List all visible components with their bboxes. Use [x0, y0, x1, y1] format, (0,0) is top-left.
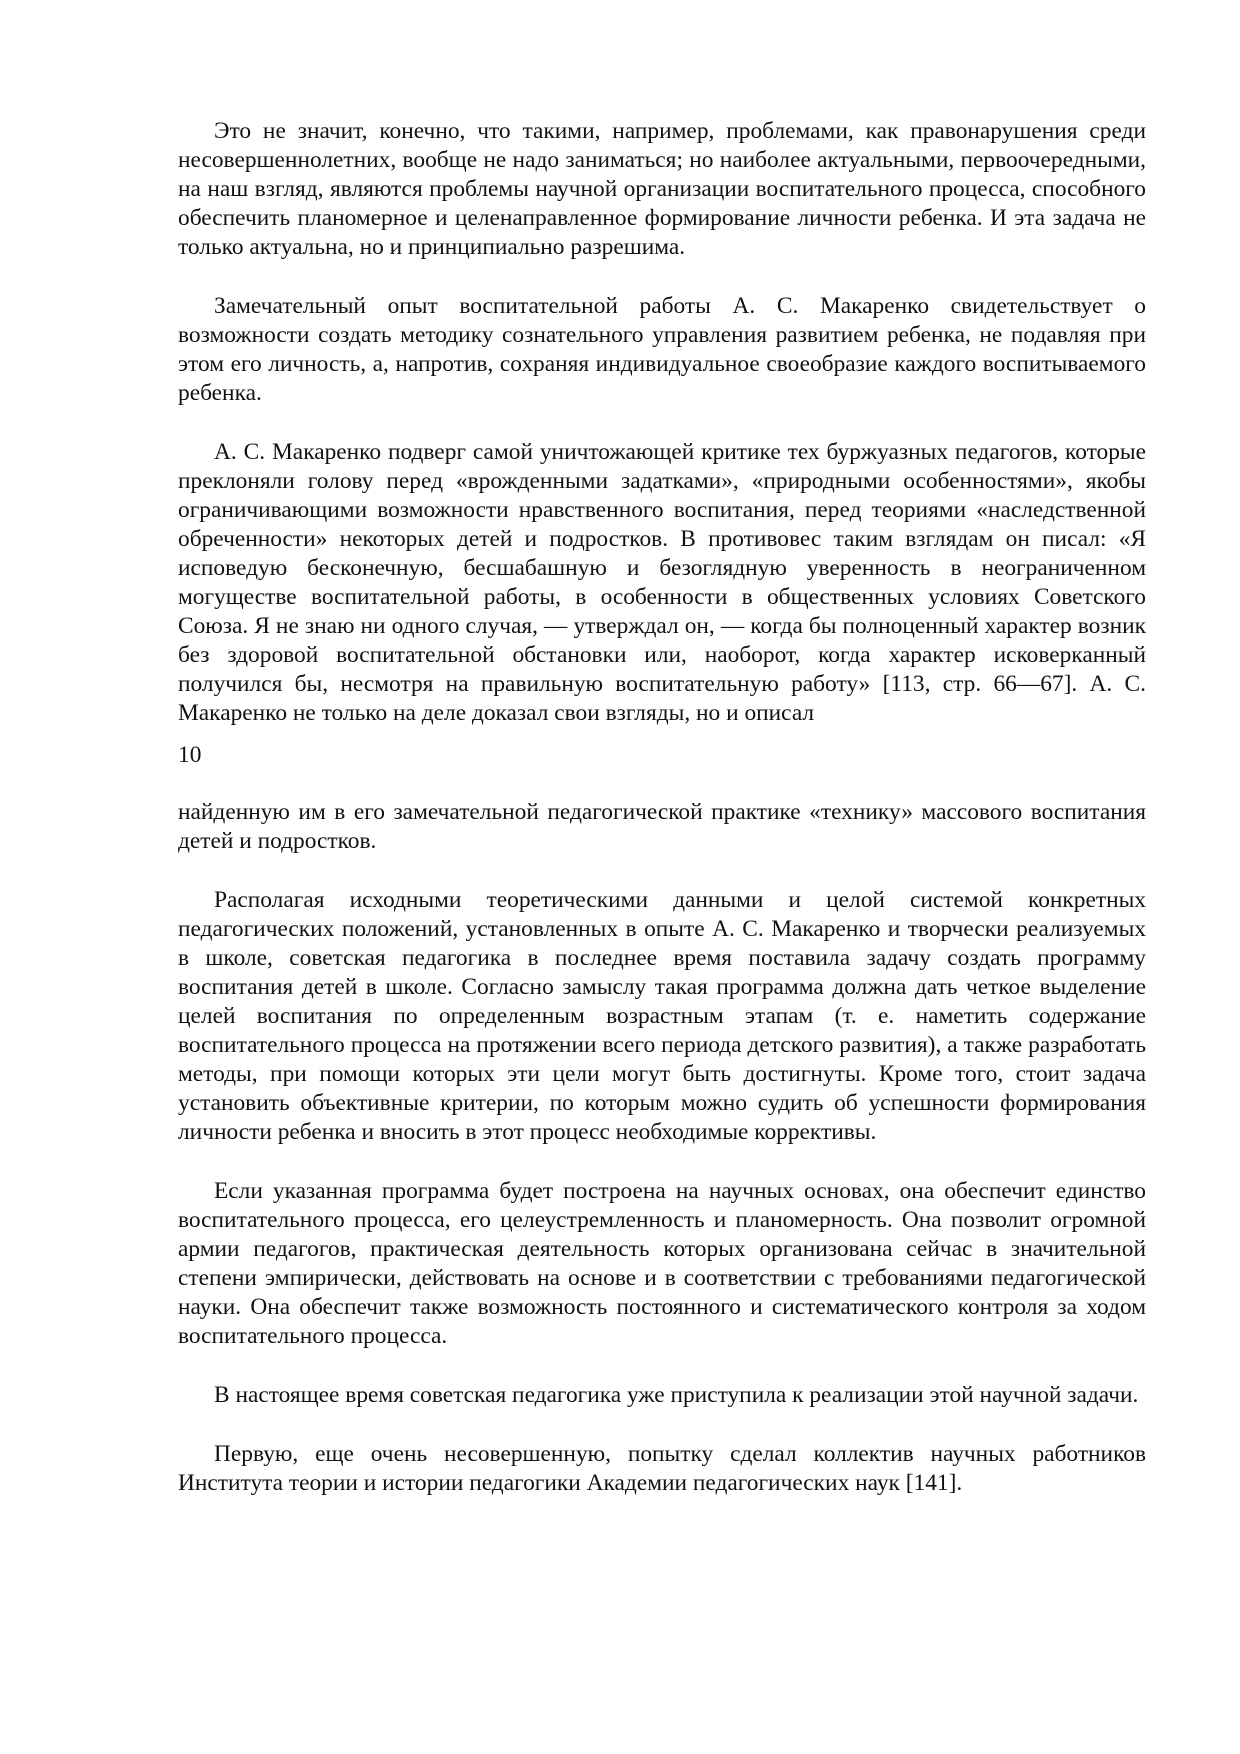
page-number: 10 [178, 742, 202, 768]
paragraph-1: Это не значит, конечно, что такими, например, проблемами, как правонарушения среди несовершеннолетних, вообще не надо заниматься; но наиболее актуальными, первоочередными, на наш взгляд, являются проблемы научной организации воспитательного процесса, способного обеспечить планомерное и целенаправленное формирование личности ребенка. И эта задача не только актуальна, но и принципиально разрешима. [178, 118, 1146, 260]
paragraph-5: Если указанная программа будет построена на научных основах, она обеспечит единство воспитательного процесса, его целеустремленность и планомерность. Она позволит огромной армии педагогов, практическая деятельность которых организована сейчас в значительной степени эмпирически, действовать на основе и в соответствии с требованиями педагогической науки. Она обеспечит также возможность постоянного и систематического контроля за ходом воспитательного процесса. [178, 1178, 1146, 1349]
paragraph-3: А. С. Макаренко подверг самой уничтожающей критике тех буржуазных педагогов, которые преклоняли голову перед «врожденными задатками», «природными особенностями», якобы ограничивающими возможности нравственного воспитания, перед теориями «наследственной обреченности» некоторых детей и подростков. В противовес таким взглядам он писал: «Я исповедую бесконечную, бесшабашную и безоглядную уверенность в неограниченном могуществе воспитательной работы, в особенности в общественных условиях Советского Союза. Я не знаю ни одного случая, — утверждал он, — когда бы полноценный характер возник без здоровой воспитательной обстановки или, наоборот, когда характер исковерканный получился бы, несмотря на правильную воспитательную работу» [113, стр. 66—67]. А. С. Макаренко не только на деле доказал свои взгляды, но и описал [178, 439, 1146, 726]
text-column [178, 117, 1146, 1498]
paragraph-4: Располагая исходными теоретическими данными и целой системой конкретных педагогических положений, установленных в опыте А. С. Макаренко и творчески реализуемых в школе, советская педагогика в последнее время поставила задачу создать программу воспитания детей в школе. Согласно замыслу такая программа должна дать четкое выделение целей воспитания по определенным возрастным этапам (т. е. наметить содержание воспитательного процесса на протяжении всего периода детского развития), а также разработать методы, при помощи которых эти цели могут быть достигнуты. Кроме того, стоит задача установить объективные критерии, по которым можно судить об успешности формирования личности ребенка и вносить в этот процесс необходимые коррективы. [178, 887, 1146, 1145]
paragraph-6: В настоящее время советская педагогика уже приступила к реализации этой научной задачи. [214, 1382, 1139, 1408]
paragraph-7: Первую, еще очень несовершенную, попытку сделал коллектив научных работников Института теории и истории педагогики Академии педагогических наук [141]. [178, 1441, 1146, 1496]
continuation-paragraph: найденную им в его замечательной педагогической практике «технику» массового воспитания детей и подростков. [178, 799, 1146, 854]
paragraph-2: Замечательный опыт воспитательной работы А. С. Макаренко свидетельствует о возможности создать методику сознательного управления развитием ребенка, не подавляя при этом его личность, а, напротив, сохраняя индивидуальное своеобразие каждого воспитываемого ребенка. [178, 293, 1146, 406]
